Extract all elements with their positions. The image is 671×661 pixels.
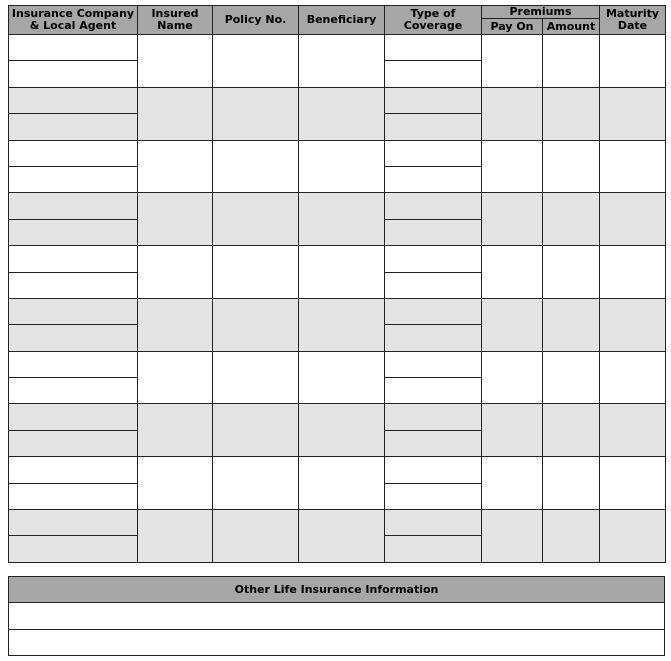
type-of-coverage-cell[interactable]	[385, 298, 482, 324]
maturity-date-cell[interactable]	[600, 404, 666, 457]
premium-pay-on-cell[interactable]	[482, 35, 543, 88]
type-of-coverage-cell[interactable]	[385, 219, 482, 245]
premium-pay-on-cell[interactable]	[482, 193, 543, 246]
beneficiary-cell[interactable]	[299, 457, 385, 510]
insured-name-cell[interactable]	[138, 35, 213, 88]
local-agent-cell[interactable]	[9, 325, 138, 351]
insurance-company-cell[interactable]	[9, 457, 138, 483]
type-of-coverage-cell[interactable]	[385, 193, 482, 219]
type-of-coverage-cell[interactable]	[385, 536, 482, 562]
header-insured-name: Insured Name	[138, 6, 213, 35]
type-of-coverage-cell[interactable]	[385, 404, 482, 430]
maturity-date-cell[interactable]	[600, 35, 666, 88]
header-amount: Amount	[543, 19, 600, 35]
header-type-of-coverage: Type of Coverage	[385, 6, 482, 35]
insurance-company-cell[interactable]	[9, 298, 138, 324]
insured-name-cell[interactable]	[138, 351, 213, 404]
maturity-date-cell[interactable]	[600, 140, 666, 193]
beneficiary-cell[interactable]	[299, 87, 385, 140]
policy-row	[9, 140, 666, 166]
policy-row	[9, 35, 666, 61]
premium-pay-on-cell[interactable]	[482, 457, 543, 510]
premium-amount-cell[interactable]	[543, 510, 600, 563]
premium-pay-on-cell[interactable]	[482, 404, 543, 457]
premium-pay-on-cell[interactable]	[482, 140, 543, 193]
beneficiary-cell[interactable]	[299, 35, 385, 88]
header-beneficiary: Beneficiary	[299, 6, 385, 35]
maturity-date-cell[interactable]	[600, 510, 666, 563]
type-of-coverage-cell[interactable]	[385, 140, 482, 166]
beneficiary-cell[interactable]	[299, 140, 385, 193]
header-maturity-date: Maturity Date	[600, 6, 666, 35]
insured-name-cell[interactable]	[138, 457, 213, 510]
policy-row	[9, 457, 666, 483]
local-agent-cell[interactable]	[9, 378, 138, 404]
beneficiary-cell[interactable]	[299, 404, 385, 457]
header-insurance-company-agent: Insurance Company & Local Agent	[9, 6, 138, 35]
type-of-coverage-cell[interactable]	[385, 457, 482, 483]
premium-amount-cell[interactable]	[543, 87, 600, 140]
policy-number-cell[interactable]	[213, 351, 299, 404]
type-of-coverage-cell[interactable]	[385, 246, 482, 272]
type-of-coverage-cell[interactable]	[385, 35, 482, 61]
local-agent-cell[interactable]	[9, 536, 138, 562]
policy-number-cell[interactable]	[213, 246, 299, 299]
insurance-company-cell[interactable]	[9, 87, 138, 113]
other-life-insurance-table	[8, 576, 665, 656]
policy-row	[9, 510, 666, 536]
local-agent-cell[interactable]	[9, 272, 138, 298]
type-of-coverage-cell[interactable]	[385, 61, 482, 87]
header-pay-on: Pay On	[482, 19, 543, 35]
premium-amount-cell[interactable]	[543, 140, 600, 193]
premium-pay-on-cell[interactable]	[482, 351, 543, 404]
beneficiary-cell[interactable]	[299, 193, 385, 246]
policy-number-cell[interactable]	[213, 404, 299, 457]
local-agent-cell[interactable]	[9, 61, 138, 87]
type-of-coverage-cell[interactable]	[385, 483, 482, 509]
other-info-line[interactable]	[9, 629, 665, 656]
policy-row	[9, 87, 666, 113]
beneficiary-cell[interactable]	[299, 510, 385, 563]
policy-row	[9, 351, 666, 377]
premium-pay-on-cell[interactable]	[482, 87, 543, 140]
policy-row	[9, 246, 666, 272]
premium-amount-cell[interactable]	[543, 35, 600, 88]
insured-name-cell[interactable]	[138, 87, 213, 140]
local-agent-cell[interactable]	[9, 483, 138, 509]
insurance-company-cell[interactable]	[9, 140, 138, 166]
policy-number-cell[interactable]	[213, 35, 299, 88]
maturity-date-cell[interactable]	[600, 457, 666, 510]
insurance-company-cell[interactable]	[9, 193, 138, 219]
type-of-coverage-cell[interactable]	[385, 272, 482, 298]
type-of-coverage-cell[interactable]	[385, 378, 482, 404]
header-policy-number: Policy No.	[213, 6, 299, 35]
policy-number-cell[interactable]	[213, 457, 299, 510]
policy-rows	[9, 35, 666, 563]
policy-number-cell[interactable]	[213, 87, 299, 140]
beneficiary-cell[interactable]	[299, 246, 385, 299]
local-agent-cell[interactable]	[9, 430, 138, 456]
premium-pay-on-cell[interactable]	[482, 510, 543, 563]
local-agent-cell[interactable]	[9, 166, 138, 192]
other-life-insurance-title: Other Life Insurance Information	[9, 577, 665, 603]
policy-number-cell[interactable]	[213, 140, 299, 193]
header-premiums: Premiums	[482, 6, 600, 19]
insured-name-cell[interactable]	[138, 510, 213, 563]
premium-amount-cell[interactable]	[543, 298, 600, 351]
type-of-coverage-cell[interactable]	[385, 166, 482, 192]
insured-name-cell[interactable]	[138, 404, 213, 457]
insurance-company-cell[interactable]	[9, 246, 138, 272]
type-of-coverage-cell[interactable]	[385, 325, 482, 351]
premium-pay-on-cell[interactable]	[482, 246, 543, 299]
life-insurance-policy-table	[8, 5, 666, 563]
type-of-coverage-cell[interactable]	[385, 87, 482, 113]
policy-row	[9, 298, 666, 324]
premium-amount-cell[interactable]	[543, 404, 600, 457]
beneficiary-cell[interactable]	[299, 298, 385, 351]
premium-amount-cell[interactable]	[543, 193, 600, 246]
maturity-date-cell[interactable]	[600, 87, 666, 140]
insurance-company-cell[interactable]	[9, 510, 138, 536]
maturity-date-cell[interactable]	[600, 298, 666, 351]
policy-number-cell[interactable]	[213, 298, 299, 351]
maturity-date-cell[interactable]	[600, 351, 666, 404]
premium-amount-cell[interactable]	[543, 246, 600, 299]
policy-row	[9, 193, 666, 219]
other-info-line[interactable]	[9, 603, 665, 630]
policy-number-cell[interactable]	[213, 510, 299, 563]
premium-pay-on-cell[interactable]	[482, 298, 543, 351]
policy-row	[9, 404, 666, 430]
maturity-date-cell[interactable]	[600, 246, 666, 299]
insurance-company-cell[interactable]	[9, 35, 138, 61]
type-of-coverage-cell[interactable]	[385, 114, 482, 140]
premium-amount-cell[interactable]	[543, 457, 600, 510]
premium-amount-cell[interactable]	[543, 351, 600, 404]
maturity-date-cell[interactable]	[600, 193, 666, 246]
local-agent-cell[interactable]	[9, 114, 138, 140]
insurance-company-cell[interactable]	[9, 351, 138, 377]
type-of-coverage-cell[interactable]	[385, 510, 482, 536]
insured-name-cell[interactable]	[138, 298, 213, 351]
insured-name-cell[interactable]	[138, 193, 213, 246]
insurance-company-cell[interactable]	[9, 404, 138, 430]
insured-name-cell[interactable]	[138, 246, 213, 299]
type-of-coverage-cell[interactable]	[385, 351, 482, 377]
policy-number-cell[interactable]	[213, 193, 299, 246]
beneficiary-cell[interactable]	[299, 351, 385, 404]
type-of-coverage-cell[interactable]	[385, 430, 482, 456]
insured-name-cell[interactable]	[138, 140, 213, 193]
local-agent-cell[interactable]	[9, 219, 138, 245]
